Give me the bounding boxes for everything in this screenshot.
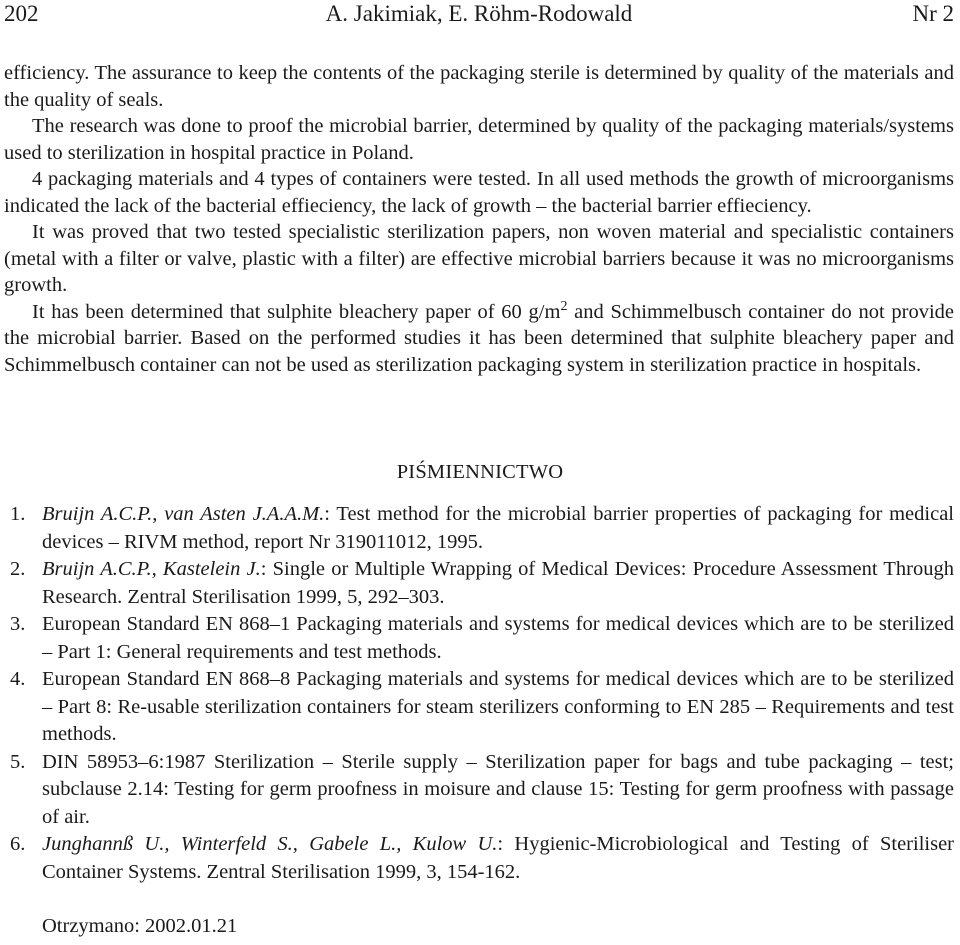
abstract-paragraph bbox=[4, 299, 954, 379]
abstract-paragraph: It was proved that two tested specialistic sterilization papers, non woven material and specialistic containers (metal with a filter or valve, plastic with a filter) are effective microbial barriers because it was no microorganisms growth. bbox=[4, 221, 954, 296]
reference-authors: Junghannß U., Winterfeld S., Gabele L., Kulow U. bbox=[42, 833, 498, 855]
reference-authors: Bruijn A.C.P., Kastelein J. bbox=[42, 558, 261, 580]
running-head-authors: A. Jakimiak, E. Röhm-Rodowald bbox=[325, 1, 633, 26]
page-number: 202 bbox=[4, 1, 39, 26]
reference-item bbox=[4, 611, 954, 666]
abstract-body bbox=[4, 60, 954, 378]
reference-text: European Standard EN 868–8 Packaging materials and systems for medical devices which are to be sterilized – Part 8: Re-usable sterilization containers for steam sterilizers conforming to EN 285 – Requirements and test methods. bbox=[42, 668, 954, 745]
reference-number: 1. bbox=[10, 503, 26, 525]
abstract-text: It has been determined that sulphite bleachery paper of 60 g/m bbox=[32, 300, 561, 323]
reference-number: 6. bbox=[10, 833, 26, 855]
reference-text: : Hygienic-Microbiological and Testing of Steriliser Container Systems. Zentral Sterilisation 1999, 3, 154-162. bbox=[42, 833, 954, 883]
references-heading: PIŚMIENNICTWO bbox=[396, 461, 564, 483]
superscript: 2 bbox=[560, 298, 568, 314]
reference-number: 2. bbox=[10, 558, 26, 580]
abstract-paragraph: efficiency. The assurance to keep the contents of the packaging sterile is determined by quality of the materials and the quality of seals. bbox=[4, 62, 954, 111]
reference-number: 4. bbox=[10, 668, 26, 690]
reference-text: : Test method for the microbial barrier properties of packaging for medical devices – RIVM method, report Nr 319011012, 1995. bbox=[42, 503, 954, 553]
reference-text: DIN 58953–6:1987 Sterilization – Sterile supply – Sterilization paper for bags and tube packaging – test; subclause 2.14: Testing for germ proofness in moisure and clause 15: Testing for germ proofness with passage of air. bbox=[42, 750, 954, 828]
reference-authors: Bruijn A.C.P., van Asten J.A.A.M. bbox=[42, 503, 325, 525]
reference-number: 3. bbox=[10, 613, 26, 635]
journal-issue: Nr 2 bbox=[912, 1, 954, 26]
running-head bbox=[4, 0, 954, 28]
reference-text: : Single or Multiple Wrapping of Medical Devices: Procedure Assessment Through Research. Zentral Sterilisation 1999, 5, 292–303. bbox=[42, 558, 954, 608]
references-list bbox=[4, 501, 954, 886]
reference-item bbox=[4, 666, 954, 749]
reference-item bbox=[4, 501, 954, 556]
reference-text: European Standard EN 868–1 Packaging materials and systems for medical devices which are to be sterilized – Part 1: General requirements and test methods. bbox=[42, 613, 954, 663]
abstract-paragraph: 4 packaging materials and 4 types of containers were tested. In all used methods the growth of microorganisms indicated the lack of the bacterial effieciency, the lack of growth – the bacterial barrier effieciency. bbox=[4, 168, 954, 217]
reference-number: 5. bbox=[10, 750, 26, 773]
abstract-paragraph: The research was done to proof the microbial barrier, determined by quality of the packaging materials/systems used to sterilization in hospital practice in Poland. bbox=[4, 115, 954, 164]
reference-item bbox=[4, 749, 954, 832]
received-date: Otrzymano: 2002.01.21 bbox=[42, 915, 238, 937]
reference-item bbox=[4, 556, 954, 611]
abstract-text: and Schimmelbusch container do not provide the microbial barrier. Based on the performed studies it has been determined that sulphite bleachery paper and Schimmelbusch container can not be used as sterilization packaging system in sterilization practice in hospitals. bbox=[4, 300, 954, 376]
reference-item bbox=[4, 831, 954, 886]
